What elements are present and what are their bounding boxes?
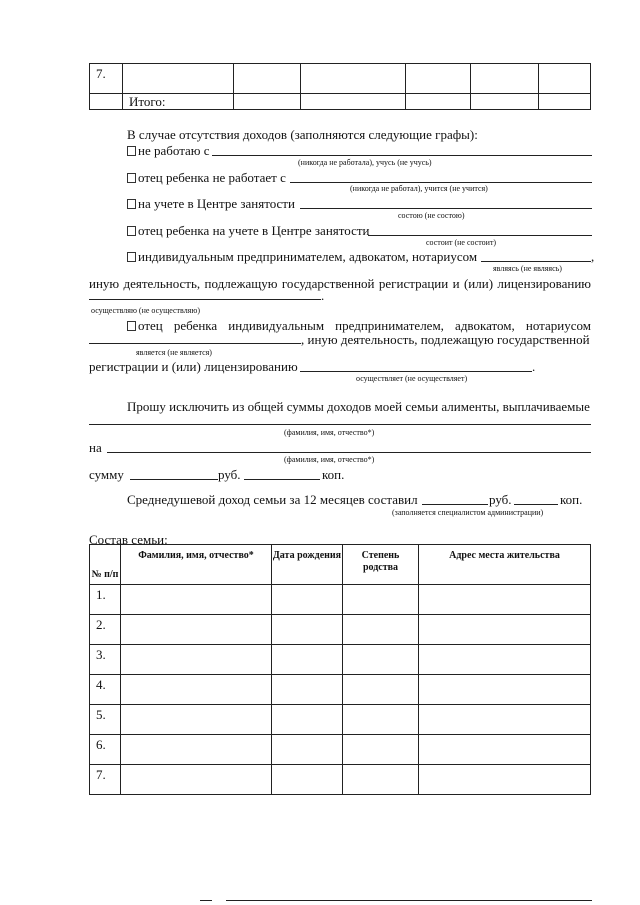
footer-line: [226, 900, 592, 901]
family-row-number: 3.: [90, 645, 121, 675]
family-relationship-cell[interactable]: [343, 705, 419, 735]
family-row-number: 6.: [90, 735, 121, 765]
family-name-cell[interactable]: [121, 585, 272, 615]
family-birth-cell[interactable]: [272, 615, 343, 645]
father-employment-center-label: отец ребенка на учете в Центре занятости: [138, 223, 370, 238]
alimony-request: Прошу исключить из общей суммы доходов моей семьи алименты, выплачиваемые: [127, 399, 590, 414]
alimony-recipient-field[interactable]: [107, 452, 591, 453]
average-income-note: (заполняется специалистом администрации): [392, 508, 544, 517]
employment-center-field[interactable]: [300, 208, 592, 209]
not-working-field[interactable]: [212, 155, 592, 156]
father-employment-center-field[interactable]: [368, 235, 592, 236]
alimony-kop-label: коп.: [322, 467, 345, 482]
header-number: № п/п: [90, 545, 121, 585]
family-address-cell[interactable]: [419, 675, 591, 705]
family-name-cell[interactable]: [121, 645, 272, 675]
alimony-rub-label: руб.: [218, 467, 241, 482]
father-licensing-note: осуществляет (не осуществляет): [356, 374, 468, 383]
alimony-rub-field[interactable]: [130, 479, 218, 480]
average-income-kop-field[interactable]: [514, 504, 558, 505]
father-not-working-note: (никогда не работал), учится (не учится): [350, 184, 488, 193]
family-relationship-cell[interactable]: [343, 615, 419, 645]
header-full-name: Фамилия, имя, отчество*: [121, 545, 272, 585]
average-income-rub-field[interactable]: [422, 504, 488, 505]
family-row: [90, 615, 591, 645]
family-row-number: 4.: [90, 675, 121, 705]
family-address-cell[interactable]: [419, 735, 591, 765]
alimony-sum-label: сумму: [89, 467, 124, 482]
family-row: [90, 675, 591, 705]
father-licensing-field[interactable]: [300, 371, 532, 372]
checkbox-not-working[interactable]: [127, 146, 136, 156]
family-birth-cell[interactable]: [272, 765, 343, 795]
family-row-number: 2.: [90, 615, 121, 645]
table-row-number: 7.: [90, 64, 123, 94]
entrepreneur-field[interactable]: [481, 261, 591, 262]
header-birth-date: Дата рождения: [272, 545, 343, 585]
family-birth-cell[interactable]: [272, 675, 343, 705]
activity-field[interactable]: [89, 299, 321, 300]
family-relationship-cell[interactable]: [343, 585, 419, 615]
family-row: [90, 645, 591, 675]
father-entrepreneur-field[interactable]: [89, 343, 301, 344]
alimony-recipient-note: (фамилия, имя, отчество*): [284, 455, 375, 464]
entrepreneur-line2: иную деятельность, подлежащую государственной регистрации и (или) лицензированию: [89, 276, 591, 291]
family-address-cell[interactable]: [419, 615, 591, 645]
employment-center-label: на учете в Центре занятости: [138, 196, 295, 211]
family-birth-cell[interactable]: [272, 645, 343, 675]
family-name-cell[interactable]: [121, 765, 272, 795]
checkbox-father-employment-center[interactable]: [127, 226, 136, 236]
entrepreneur-note: являясь (не являясь): [493, 264, 562, 273]
checkbox-father-entrepreneur[interactable]: [127, 321, 136, 331]
family-row-number: 5.: [90, 705, 121, 735]
activity-note: осуществляю (не осуществляю): [91, 306, 201, 315]
family-row: [90, 585, 591, 615]
family-row-number: 1.: [90, 585, 121, 615]
average-income-text: Среднедушевой доход семьи за 12 месяцев составил: [127, 492, 418, 507]
checkbox-entrepreneur[interactable]: [127, 252, 136, 262]
alimony-kop-field[interactable]: [244, 479, 320, 480]
family-address-cell[interactable]: [419, 765, 591, 795]
family-relationship-cell[interactable]: [343, 735, 419, 765]
father-licensing-label: регистрации и (или) лицензированию: [89, 359, 298, 374]
family-address-cell[interactable]: [419, 585, 591, 615]
employment-center-note: состою (не состою): [398, 211, 465, 220]
father-employment-center-note: состоит (не состоит): [426, 238, 497, 247]
father-not-working-field[interactable]: [290, 182, 592, 183]
family-name-cell[interactable]: [121, 735, 272, 765]
total-label: Итого:: [123, 94, 234, 110]
checkbox-employment-center[interactable]: [127, 199, 136, 209]
family-address-cell[interactable]: [419, 645, 591, 675]
alimony-payer-field[interactable]: [89, 424, 591, 425]
family-row: [90, 735, 591, 765]
not-working-note: (никогда не работала), учусь (не учусь): [298, 158, 432, 167]
family-relationship-cell[interactable]: [343, 645, 419, 675]
family-birth-cell[interactable]: [272, 585, 343, 615]
header-relationship: Степень родства: [343, 545, 419, 585]
family-title: Состав семьи:: [89, 532, 168, 547]
family-name-cell[interactable]: [121, 675, 272, 705]
father-not-working-label: отец ребенка не работает с: [138, 170, 286, 185]
income-table-tail: [89, 63, 591, 110]
family-relationship-cell[interactable]: [343, 765, 419, 795]
checkbox-father-not-working[interactable]: [127, 173, 136, 183]
family-table: [89, 544, 591, 795]
header-address: Адрес места жительства: [419, 545, 591, 585]
father-entrepreneur-label: отец ребенка индивидуальным предпринимателем, адвокатом, нотариусом: [138, 318, 591, 333]
no-income-heading: В случае отсутствия доходов (заполняются следующие графы):: [127, 127, 478, 142]
average-income-kop-label: коп.: [560, 492, 583, 507]
family-birth-cell[interactable]: [272, 705, 343, 735]
family-row: [90, 765, 591, 795]
father-entrepreneur-note: является (не является): [136, 348, 212, 357]
family-address-cell[interactable]: [419, 705, 591, 735]
alimony-payer-note: (фамилия, имя, отчество*): [284, 428, 375, 437]
family-birth-cell[interactable]: [272, 735, 343, 765]
family-name-cell[interactable]: [121, 615, 272, 645]
entrepreneur-label: индивидуальным предпринимателем, адвокатом, нотариусом: [138, 249, 478, 264]
family-row: [90, 705, 591, 735]
family-row-number: 7.: [90, 765, 121, 795]
family-name-cell[interactable]: [121, 705, 272, 735]
father-entrepreneur-line2: , иную деятельность, подлежащую государственной: [301, 332, 590, 347]
footer-mark: [200, 900, 212, 901]
alimony-to-label: на: [89, 440, 102, 455]
family-relationship-cell[interactable]: [343, 675, 419, 705]
not-working-label: не работаю с: [138, 143, 210, 158]
average-income-rub-label: руб.: [489, 492, 512, 507]
